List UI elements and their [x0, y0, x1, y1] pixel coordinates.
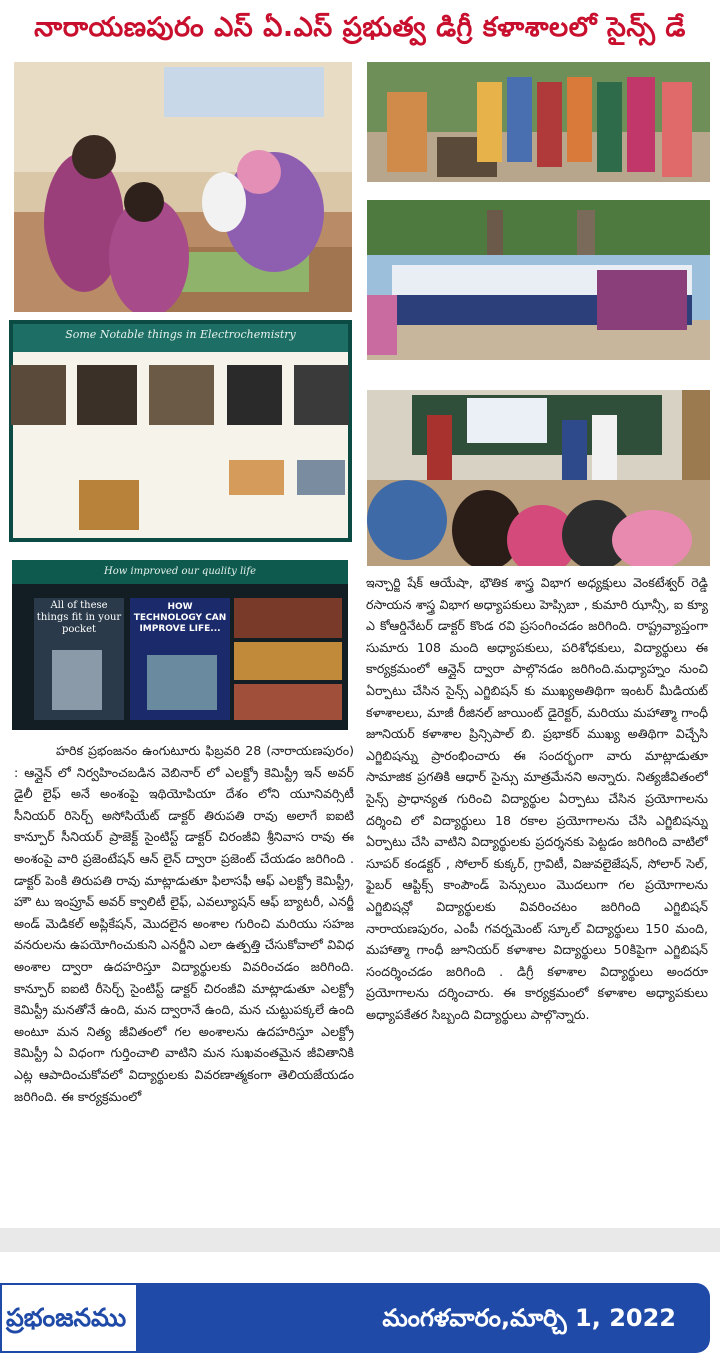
slide-electrochemistry	[9, 320, 352, 542]
photo-group-outdoor	[367, 62, 710, 182]
footer-paper-name: ప్రభంజనము	[0, 1283, 140, 1353]
slide-technology	[12, 560, 348, 730]
footer-banner	[0, 1283, 710, 1353]
article-right-column	[366, 572, 708, 1182]
page-divider	[0, 1228, 720, 1252]
footer-date: మంగళవారం,మార్చి 1, 2022	[136, 1283, 710, 1353]
article-left-column	[14, 740, 354, 1180]
headline: నారాయణపురం ఎస్ ఏ.ఎస్ ప్రభుత్వ డిగ్రీ కళాశాలలో సైన్స్ డే	[34, 12, 686, 43]
article-right-paragraph: ఇన్చార్జి షేక్ ఆయేషా, భౌతిక శాస్త్ర విభాగ అధ్యక్షులు వెంకటేశ్వర్ రెడ్డి రసాయన శాస్త్ర విభాగ అధ్యాపకులు హెప్సిబా , కుమారి ఝాన్సీ, ఐ క్యూ ఎ కోఆర్డినేటర్ డాక్టర్ కొండ రవి ప్రసంగించడం జరిగింది. రాష్ట్రవ్యాప్తంగా సుమారు 108 మంది అధ్యాపకులు, పరిశోధకులు, విద్యార్థులు ఈ కార్యక్రమంలో ఆన్లైన్ ద్వారా పాల్గొనడం జరిగింది.మధ్యాహ్నం నుంచి ఏర్పాటు చేసిన సైన్స్ ఎగ్జిబిషన్ కు ముఖ్యఅతిథిగా ఇంటర్ మీడియట్ కళాశాలలు, మాజీ రీజినల్ జాయింట్ డైరెక్టర్, మరియు మహాత్మా గాంధీ జూనియర్ కళాశాల ప్రిన్సిపాల్ బి. ప్రభాకర్ ముఖ్య అతిథిగా విచ్చేసి ఎగ్జిబిషన్ను ప్రారంభించారు ఈ సందర్భంగా వారు మాట్లాడుతూ సామాజిక ప్రగతికి ఆధార్ సైన్సు మాత్రమేనని అన్నారు. నిత్యజీవితంలో సైన్స్ ప్రాధాన్యత గురించి విద్యార్థుల ఏర్పాటు చేసిన ప్రయోగాలను దర్శించి లో విద్యార్థులు 18 రకాల ప్రయోగాలను చేసి ఎగ్జిబిషన్ను ఏర్పాటు చేసి వాటిని విద్యార్థులకు ప్రదర్శనకు పెట్టడం జరిగింది వాటిలో సూపర్ కండక్టర్ , సోలార్ కుక్కర్, గ్రావిటీ, విజువలైజేషన్, సోలార్ సెల్, ఫైబర్ ఆప్టిక్స్ కాంపౌండ్ పెన్సులుం మొదలుగా గల ప్రయోగాలను ఎగ్జిబిషన్లో విద్యార్థులకు వివరించటం జరిగింది ఎగ్జిబిషన్ నారాయణపురం, ఎంపీ గవర్నమెంట్ స్కూల్ విద్యార్థులు 150 మంది, మహాత్మా గాంధీ జూనియర్ కళాశాల విద్యార్థులు 50కిపైగా ఎగ్జిబిషన్ సందర్శించడం జరిగింది . డిగ్రీ కళాశాల విద్యార్థులు అందరూ ప్రయోగాలను దర్శించారు. ఈ కార్యక్రమంలో కళాశాల అధ్యాపకులు అధ్యాపకేతర సిబ్బంది విద్యార్థులు పాల్గొన్నారు.	[366, 575, 708, 1022]
photo-exhibition-table	[14, 62, 352, 312]
slide-tech-text: HOW TECHNOLOGY CAN IMPROVE LIFE...	[133, 602, 227, 634]
bottom-strip	[0, 1353, 720, 1369]
slide-pocket-text: All of these things fit in your pocket	[36, 600, 122, 635]
article-left-paragraph: హరిక ప్రభంజనం ఉంగుటూరు ఫిబ్రవరి 28 (నారాయణపురం) : ఆన్లైన్ లో నిర్వహించబడిన వెబినార్ లో ఎలక్ట్రో కెమిస్ట్రీ ఇన్ అవర్ డైలీ లైఫ్ అనే అంశంపై ఇథియోపియా దేశం లోని యూనివర్సిటీ సీనియర్ రిసెర్చ్ అసోసియేట్ డాక్టర్ తిరుపతి రావు అలాగే ఐఐటి కాన్పూర్ సీనియర్ ప్రాజెక్ట్ సైంటిస్ట్ డాక్టర్ చిరంజీవి శ్రీనివాస రావు ఈ అంశంపై వారి ప్రజెంటేషన్ ఆన్ లైన్ ద్వారా ప్రజెంట్ చేయడం జరిగింది . డాక్టర్ పెంకి తిరుపతి రావు మాట్లాడుతూ ఫిలాసఫీ ఆఫ్ ఎలక్ట్రో కెమిస్ట్రీ, హౌ టు ఇంప్రూవ్ అవర్ క్వాలిటీ లైఫ్, ఎవల్యూషన్ ఆఫ్ బ్యాటరీ, ఎనర్జీ అండ్ మెడికల్ అప్లికేషన్, మొదలైన అంశాల గురించి మరియు సహజ వనరులను ఉపయోగించుకుని ఎనర్జీని ఎలా ఉత్పత్తి చేసుకోవాలో వివిధ అంశాల ద్వారా ఉదహరిస్తూ విద్యార్థులకు వివరించడం జరిగింది. కాన్పూర్ ఐఐటి రీసెర్చ్ సైంటిస్ట్ డాక్టర్ చిరంజీవి మాట్లాడుతూ ఎలక్ట్రో కెమిస్ట్రీ మనతోనే ఉంది, మన ద్వారానే ఉంది, మన చుట్టుపక్కలే ఉంది అంటూ మన నిత్య జీవితంలో గల అంశాలను ఉదహరిస్తూ ఎలక్ట్రో కెమిస్ట్రీ ఏ విధంగా గుర్తించాలి వాటిని మన సుఖవంతమైన జీవితానికి ఎట్ల ఆపాదించుకోవలో విద్యార్థులకు వివరణాత్మకంగా తెలియజేయడం జరిగింది. ఈ కార్యక్రమంలో	[14, 743, 354, 1104]
photo-classroom	[367, 390, 710, 566]
slide-electrochemistry-title: Some Notable things in Electrochemistry	[65, 328, 296, 341]
photo-students-group	[367, 200, 710, 360]
slide-technology-title: How improved our quality life	[104, 566, 256, 577]
